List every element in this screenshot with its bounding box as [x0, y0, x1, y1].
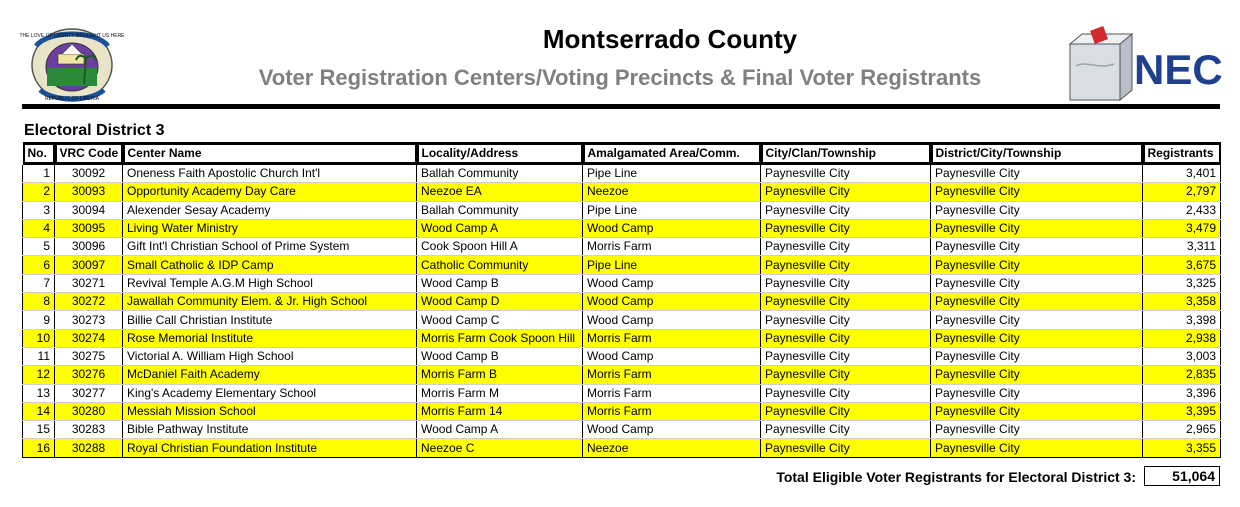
cell-center-name: Royal Christian Foundation Institute — [123, 439, 417, 457]
cell-locality: Neezoe EA — [417, 183, 583, 201]
cell-locality: Morris Farm 14 — [417, 402, 583, 420]
cell-city-clan-township: Paynesville City — [761, 293, 931, 311]
table-header-row — [23, 142, 1221, 165]
cell-row-number: 10 — [23, 329, 55, 347]
column-header-district-city: District/City/Township — [933, 145, 1141, 162]
cell-center-name: Alexender Sesay Academy — [123, 201, 417, 219]
nec-ballot-box-icon — [1066, 26, 1223, 104]
cell-vrc-code: 30288 — [55, 439, 123, 457]
cell-center-name: Oneness Faith Apostolic Church Int'l — [123, 165, 417, 183]
cell-amalgamated-area: Wood Camp — [583, 219, 761, 237]
table-row — [23, 366, 1221, 384]
cell-amalgamated-area: Morris Farm — [583, 329, 761, 347]
table-row — [23, 384, 1221, 402]
cell-vrc-code: 30096 — [55, 238, 123, 256]
cell-vrc-code: 30272 — [55, 293, 123, 311]
cell-city-clan-township: Paynesville City — [761, 183, 931, 201]
cell-vrc-code: 30275 — [55, 347, 123, 365]
cell-registrants: 2,797 — [1143, 183, 1221, 201]
cell-vrc-code: 30094 — [55, 201, 123, 219]
cell-locality: Morris Farm B — [417, 366, 583, 384]
cell-amalgamated-area: Wood Camp — [583, 347, 761, 365]
cell-district-city-township: Paynesville City — [931, 439, 1143, 457]
cell-row-number: 3 — [23, 201, 55, 219]
cell-city-clan-township: Paynesville City — [761, 238, 931, 256]
cell-city-clan-township: Paynesville City — [761, 439, 931, 457]
cell-amalgamated-area: Morris Farm — [583, 238, 761, 256]
cell-city-clan-township: Paynesville City — [761, 201, 931, 219]
table-row — [23, 183, 1221, 201]
cell-registrants: 3,003 — [1143, 347, 1221, 365]
cell-center-name: McDaniel Faith Academy — [123, 366, 417, 384]
svg-text:REPUBLIC OF LIBERIA: REPUBLIC OF LIBERIA — [45, 96, 99, 102]
table-row — [23, 201, 1221, 219]
cell-district-city-township: Paynesville City — [931, 366, 1143, 384]
table-row — [23, 274, 1221, 292]
cell-registrants: 3,355 — [1143, 439, 1221, 457]
cell-center-name: Bible Pathway Institute — [123, 421, 417, 439]
cell-row-number: 2 — [23, 183, 55, 201]
svg-text:THE LOVE OF LIBERTY BROUGHT US: THE LOVE OF LIBERTY BROUGHT US HERE — [19, 33, 125, 39]
total-value: 51,064 — [1144, 466, 1220, 486]
cell-vrc-code: 30277 — [55, 384, 123, 402]
cell-amalgamated-area: Wood Camp — [583, 421, 761, 439]
cell-center-name: Gift Int'l Christian School of Prime System — [123, 238, 417, 256]
cell-registrants: 3,398 — [1143, 311, 1221, 329]
cell-registrants: 3,311 — [1143, 238, 1221, 256]
cell-amalgamated-area: Neezoe — [583, 183, 761, 201]
cell-vrc-code: 30093 — [55, 183, 123, 201]
cell-city-clan-township: Paynesville City — [761, 311, 931, 329]
cell-registrants: 2,938 — [1143, 329, 1221, 347]
column-header-vrc-code: VRC Code — [57, 145, 121, 162]
cell-city-clan-township: Paynesville City — [761, 347, 931, 365]
cell-amalgamated-area: Morris Farm — [583, 402, 761, 420]
svg-text:NEC: NEC — [1134, 46, 1223, 93]
cell-vrc-code: 30280 — [55, 402, 123, 420]
cell-amalgamated-area: Morris Farm — [583, 384, 761, 402]
registrants-table-container — [22, 142, 1220, 458]
cell-locality: Ballah Community — [417, 165, 583, 183]
cell-district-city-township: Paynesville City — [931, 219, 1143, 237]
cell-registrants: 3,479 — [1143, 219, 1221, 237]
liberia-seal-icon — [19, 24, 125, 104]
cell-locality: Catholic Community — [417, 256, 583, 274]
cell-vrc-code: 30095 — [55, 219, 123, 237]
cell-district-city-township: Paynesville City — [931, 347, 1143, 365]
cell-district-city-township: Paynesville City — [931, 329, 1143, 347]
table-row — [23, 402, 1221, 420]
cell-district-city-township: Paynesville City — [931, 311, 1143, 329]
cell-district-city-township: Paynesville City — [931, 402, 1143, 420]
cell-amalgamated-area: Wood Camp — [583, 293, 761, 311]
cell-center-name: Jawallah Community Elem. & Jr. High School — [123, 293, 417, 311]
cell-locality: Morris Farm M — [417, 384, 583, 402]
page-title: Montserrado County — [542, 24, 798, 54]
cell-district-city-township: Paynesville City — [931, 201, 1143, 219]
table-row — [23, 329, 1221, 347]
cell-city-clan-township: Paynesville City — [761, 402, 931, 420]
cell-locality: Cook Spoon Hill A — [417, 238, 583, 256]
cell-row-number: 8 — [23, 293, 55, 311]
cell-locality: Neezoe C — [417, 439, 583, 457]
cell-district-city-township: Paynesville City — [931, 293, 1143, 311]
cell-center-name: Messiah Mission School — [123, 402, 417, 420]
cell-row-number: 5 — [23, 238, 55, 256]
cell-row-number: 16 — [23, 439, 55, 457]
cell-registrants: 2,433 — [1143, 201, 1221, 219]
cell-center-name: Victorial A. William High School — [123, 347, 417, 365]
cell-locality: Wood Camp A — [417, 421, 583, 439]
column-header-city-clan: City/Clan/Township — [763, 145, 929, 162]
cell-vrc-code: 30283 — [55, 421, 123, 439]
cell-row-number: 1 — [23, 165, 55, 183]
cell-locality: Wood Camp C — [417, 311, 583, 329]
cell-row-number: 7 — [23, 274, 55, 292]
cell-locality: Morris Farm Cook Spoon Hill — [417, 329, 583, 347]
cell-center-name: Opportunity Academy Day Care — [123, 183, 417, 201]
cell-center-name: Rose Memorial Institute — [123, 329, 417, 347]
cell-registrants: 3,325 — [1143, 274, 1221, 292]
cell-center-name: Living Water Ministry — [123, 219, 417, 237]
cell-row-number: 14 — [23, 402, 55, 420]
column-header-locality: Locality/Address — [419, 145, 581, 162]
cell-row-number: 9 — [23, 311, 55, 329]
cell-amalgamated-area: Pipe Line — [583, 201, 761, 219]
table-row — [23, 219, 1221, 237]
cell-locality: Wood Camp B — [417, 274, 583, 292]
cell-center-name: King's Academy Elementary School — [123, 384, 417, 402]
cell-district-city-township: Paynesville City — [931, 256, 1143, 274]
header-divider — [22, 104, 1220, 109]
cell-city-clan-township: Paynesville City — [761, 256, 931, 274]
cell-locality: Ballah Community — [417, 201, 583, 219]
cell-registrants: 3,358 — [1143, 293, 1221, 311]
table-row — [23, 293, 1221, 311]
cell-center-name: Billie Call Christian Institute — [123, 311, 417, 329]
cell-registrants: 3,401 — [1143, 165, 1221, 183]
page-subtitle: Voter Registration Centers/Voting Precincts & Final Voter Registrants — [258, 65, 982, 90]
cell-city-clan-township: Paynesville City — [761, 384, 931, 402]
cell-district-city-township: Paynesville City — [931, 165, 1143, 183]
cell-amalgamated-area: Wood Camp — [583, 311, 761, 329]
cell-district-city-township: Paynesville City — [931, 274, 1143, 292]
cell-amalgamated-area: Neezoe — [583, 439, 761, 457]
column-header-amalgamated-area: Amalgamated Area/Comm. — [585, 145, 759, 162]
cell-vrc-code: 30271 — [55, 274, 123, 292]
column-header-registrants: Registrants — [1145, 145, 1219, 162]
column-header-center-name: Center Name — [125, 145, 415, 162]
cell-vrc-code: 30276 — [55, 366, 123, 384]
cell-row-number: 11 — [23, 347, 55, 365]
cell-amalgamated-area: Morris Farm — [583, 366, 761, 384]
table-row — [23, 439, 1221, 457]
cell-locality: Wood Camp B — [417, 347, 583, 365]
cell-center-name: Revival Temple A.G.M High School — [123, 274, 417, 292]
table-row — [23, 165, 1221, 183]
table-row — [23, 347, 1221, 365]
cell-vrc-code: 30092 — [55, 165, 123, 183]
cell-row-number: 12 — [23, 366, 55, 384]
cell-vrc-code: 30273 — [55, 311, 123, 329]
registrants-table — [22, 142, 1221, 458]
cell-amalgamated-area: Pipe Line — [583, 256, 761, 274]
cell-row-number: 15 — [23, 421, 55, 439]
district-label: Electoral District 3 — [24, 122, 165, 139]
table-row — [23, 311, 1221, 329]
cell-center-name: Small Catholic & IDP Camp — [123, 256, 417, 274]
cell-district-city-township: Paynesville City — [931, 384, 1143, 402]
total-row — [600, 466, 1220, 490]
column-header-no: No. — [25, 145, 53, 162]
cell-amalgamated-area: Pipe Line — [583, 165, 761, 183]
cell-city-clan-township: Paynesville City — [761, 165, 931, 183]
cell-registrants: 2,965 — [1143, 421, 1221, 439]
cell-amalgamated-area: Wood Camp — [583, 274, 761, 292]
cell-city-clan-township: Paynesville City — [761, 274, 931, 292]
cell-district-city-township: Paynesville City — [931, 183, 1143, 201]
cell-vrc-code: 30274 — [55, 329, 123, 347]
cell-vrc-code: 30097 — [55, 256, 123, 274]
cell-district-city-township: Paynesville City — [931, 238, 1143, 256]
cell-registrants: 3,675 — [1143, 256, 1221, 274]
cell-registrants: 3,395 — [1143, 402, 1221, 420]
cell-locality: Wood Camp A — [417, 219, 583, 237]
cell-row-number: 6 — [23, 256, 55, 274]
cell-city-clan-township: Paynesville City — [761, 421, 931, 439]
table-row — [23, 256, 1221, 274]
cell-row-number: 4 — [23, 219, 55, 237]
table-row — [23, 238, 1221, 256]
cell-locality: Wood Camp D — [417, 293, 583, 311]
cell-registrants: 3,396 — [1143, 384, 1221, 402]
cell-registrants: 2,835 — [1143, 366, 1221, 384]
cell-district-city-township: Paynesville City — [931, 421, 1143, 439]
total-label: Total Eligible Voter Registrants for Electoral District 3: — [776, 469, 1136, 485]
cell-city-clan-township: Paynesville City — [761, 366, 931, 384]
cell-city-clan-township: Paynesville City — [761, 219, 931, 237]
table-row — [23, 421, 1221, 439]
cell-row-number: 13 — [23, 384, 55, 402]
cell-city-clan-township: Paynesville City — [761, 329, 931, 347]
